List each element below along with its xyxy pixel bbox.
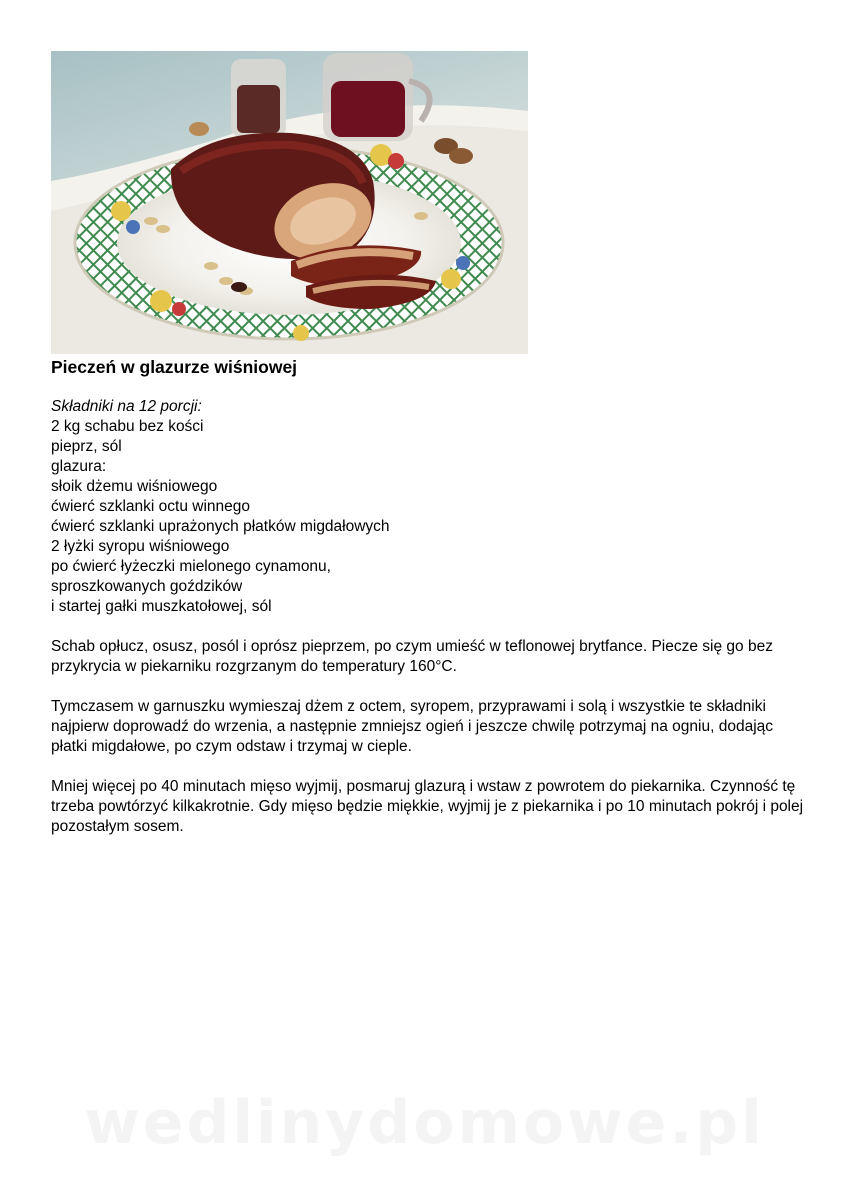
ingredient-item: pieprz, sól [51, 438, 122, 455]
ingredient-item: i startej gałki muszkatołowej, sól [51, 598, 272, 615]
site-watermark: wedlinydomowe.pl [84, 1088, 765, 1158]
ingredients-heading: Składniki na 12 porcji: [51, 398, 202, 415]
recipe-photo [51, 51, 528, 354]
step-paragraph: Mniej więcej po 40 minutach mięso wyjmij, posmaruj glazurą i wstaw z powrotem do piekarnika. Czynność tę trzeba powtórzyć kilkakrotnie. Gdy mięso będzie miękkie, wyjmij je z piekarnika i po 10 minutach pokrój i polej pozostałym sosem. [51, 778, 804, 835]
ingredient-item: 2 kg schabu bez kości [51, 418, 204, 435]
ingredient-item: ćwierć szklanki octu winnego [51, 498, 251, 515]
ingredient-item: słoik dżemu wiśniowego [51, 478, 218, 495]
step-paragraph: Schab opłucz, osusz, posól i oprósz pieprzem, po czym umieść w teflonowej brytfance. Piecze się go bez przykrycia w piekarniku rozgrzanym do temperatury 160°C. [51, 638, 773, 675]
ingredient-item: 2 łyżki syropu wiśniowego [51, 538, 230, 555]
step-paragraph: Tymczasem w garnuszku wymieszaj dżem z octem, syropem, przyprawami i solą i wszystkie te składniki najpierw doprowadź do wrzenia, a następnie zmniejsz ogień i jeszcze chwilę potrzymaj na ogniu, dodając płatki migdałowe, po czym odstaw i trzymaj w cieple. [51, 698, 774, 755]
ingredients-list [51, 397, 390, 617]
ingredient-item: po ćwierć łyżeczki mielonego cynamonu, [51, 558, 331, 575]
recipe-title: Pieczeń w glazurze wiśniowej [51, 357, 298, 377]
preparation-steps [51, 637, 811, 857]
ingredient-item: ćwierć szklanki uprażonych płatków migdałowych [51, 518, 390, 535]
ingredient-item: sproszkowanych goździków [51, 578, 243, 595]
ingredient-item: glazura: [51, 458, 107, 475]
